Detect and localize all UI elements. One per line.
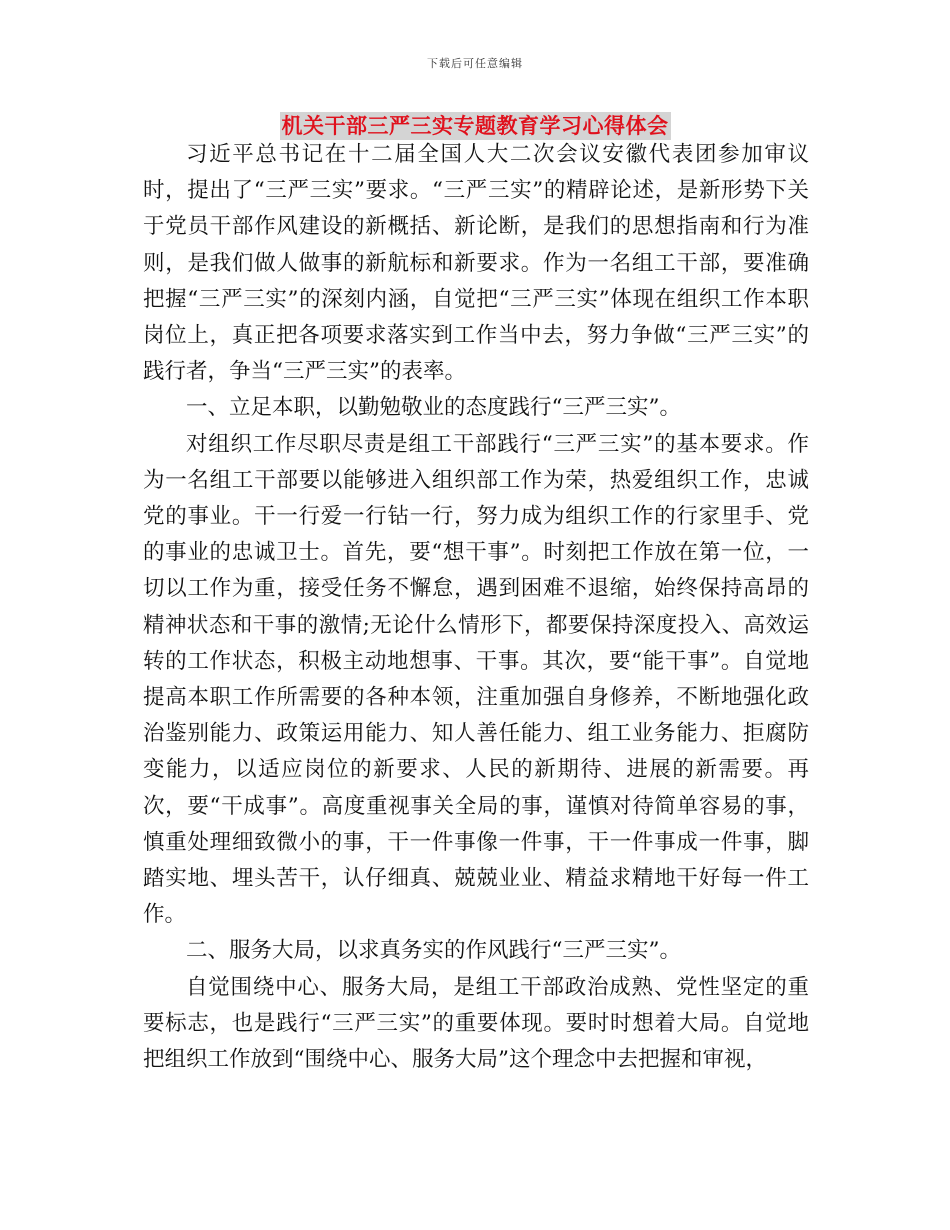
paragraph-section-1: 对组织工作尽职尽责是组工干部践行“三严三实”的基本要求。作为一名组工干部要以能够进入组织部工作为荣，热爱组织工作，忠诚党的事业。干一行爱一行钻一行，努力成为组织工作的行家里手、党的事业的忠诚卫士。首先，要“想干事”。时刻把工作放在第一位，一切以工作为重，接受任务不懈怠，遇到困难不退缩，始终保持高昂的精神状态和干事的激情;无论什么情形下，都要保持深度投入、高效运转的工作状态，积极主动地想事、干事。其次，要“能干事”。自觉地提高本职工作所需要的各种本领，注重加强自身修养，不断地强化政治鉴别能力、政策运用能力、知人善任能力、组工业务能力、拒腐防变能力，以适应岗位的新要求、人民的新期待、进展的新需要。再次，要“干成事”。高度重视事关全局的事，谨慎对待简单容易的事，慎重处理细致微小的事，干一件事像一件事，干一件事成一件事，脚踏实地、埋头苦干，认仔细真、兢兢业业、精益求精地干好每一件工作。 <box>143 431 809 928</box>
header-note: 下载后可任意编辑 <box>427 57 523 70</box>
document-body <box>143 137 809 1078</box>
paragraph-intro: 习近平总书记在十二届全国人大二次会议安徽代表团参加审议时，提出了“三严三实”要求。“三严三实”的精辟论述，是新形势下关于党员干部作风建设的新概括、新论断，是我们的思想指南和行为准则，是我们做人做事的新航标和新要求。作为一名组工干部，要准确把握“三严三实”的深刻内涵，自觉把“三严三实”体现在组织工作本职岗位上，真正把各项要求落实到工作当中去，努力争做“三严三实”的践行者，争当“三严三实”的表率。 <box>143 142 809 385</box>
section-heading-1: 一、立足本职，以勤勉敬业的态度践行“三严三实”。 <box>186 395 681 421</box>
title-container <box>0 112 950 140</box>
paragraph-section-2: 自觉围绕中心、服务大局，是组工干部政治成熟、党性坚定的重要标志，也是践行“三严三实”的重要体现。要时时想着大局。自觉地把组织工作放到“围绕中心、服务大局”这个理念中去把握和审视， <box>143 974 809 1073</box>
document-title: 机关干部三严三实专题教育学习心得体会 <box>281 113 669 138</box>
section-heading-2: 二、服务大局，以求真务实的作风践行“三严三实”。 <box>186 938 681 964</box>
